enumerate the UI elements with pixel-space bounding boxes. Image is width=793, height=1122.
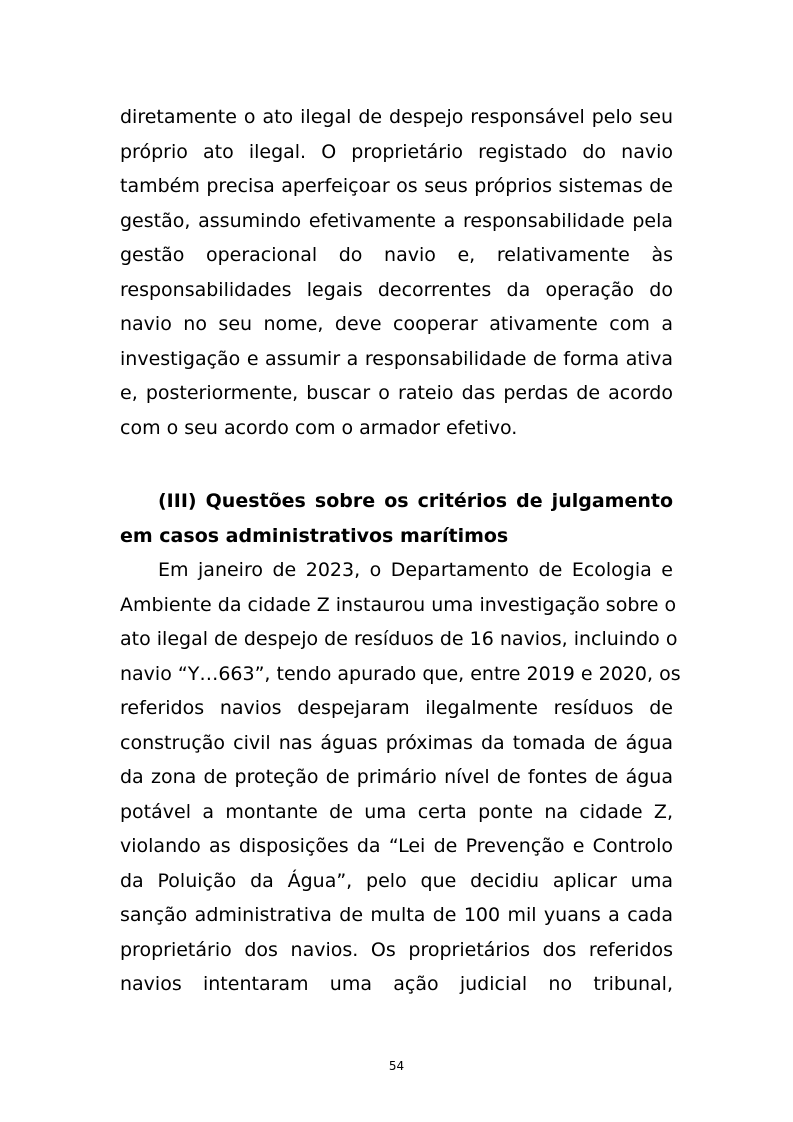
paragraph-line: e, posteriormente, buscar o rateio das perdas de acordo	[120, 382, 673, 404]
paragraph-line: responsabilidades legais decorrentes da operação do	[120, 278, 673, 301]
paragraph-line: diretamente o ato ilegal de despejo responsável pelo seu	[120, 106, 673, 128]
paragraph-line: Ambiente da cidade Z instaurou uma investigação sobre o	[120, 593, 677, 616]
heading-line: em casos administrativos marítimos	[120, 524, 509, 547]
paragraph-line: gestão operacional do navio e, relativamente às	[120, 244, 673, 266]
paragraph-line: investigação e assumir a responsabilidade de forma ativa	[120, 347, 673, 370]
paragraph-line: com o seu acordo com o armador efetivo.	[120, 416, 518, 439]
paragraph-line: violando as disposições da “Lei de Prevenção e Controlo	[120, 835, 673, 857]
paragraph-line: também precisa aperfeiçoar os seus próprios sistemas de	[120, 175, 673, 197]
paragraph-line: ato ilegal de despejo de resíduos de 16 navios, incluindo o	[120, 628, 678, 650]
paragraph-line: navios intentaram uma ação judicial no tribunal,	[120, 973, 673, 995]
paragraph-line: Em janeiro de 2023, o Departamento de Ecologia e	[158, 559, 673, 581]
paragraph-line: proprietário dos navios. Os proprietários dos referidos	[120, 938, 673, 961]
paragraph-line: da Poluição da Água”, pelo que decidiu aplicar uma	[120, 869, 673, 892]
page-number: 54	[388, 1059, 405, 1073]
paragraph-line: navio “Y…663”, tendo apurado que, entre 2019 e 2020, os	[120, 662, 681, 685]
section-heading	[120, 484, 673, 553]
paragraph-line: potável a montante de uma certa ponte na cidade Z,	[120, 800, 673, 823]
heading-line: (III) Questões sobre os critérios de julgamento	[158, 490, 673, 512]
paragraph-line: da zona de proteção de primário nível de fontes de água	[120, 766, 673, 788]
paragraph-2	[120, 553, 681, 1002]
paragraph-line: navio no seu nome, deve cooperar ativamente com a	[120, 313, 673, 335]
paragraph-line: construção civil nas águas próximas da tomada de água	[120, 731, 673, 754]
paragraph-1	[120, 100, 673, 445]
paragraph-line: gestão, assumindo efetivamente a responsabilidade pela	[120, 209, 673, 232]
paragraph-line: referidos navios despejaram ilegalmente resíduos de	[120, 697, 673, 719]
paragraph-line: próprio ato ilegal. O proprietário registado do navio	[120, 140, 673, 163]
paragraph-line: sanção administrativa de multa de 100 mil yuans a cada	[120, 904, 673, 926]
